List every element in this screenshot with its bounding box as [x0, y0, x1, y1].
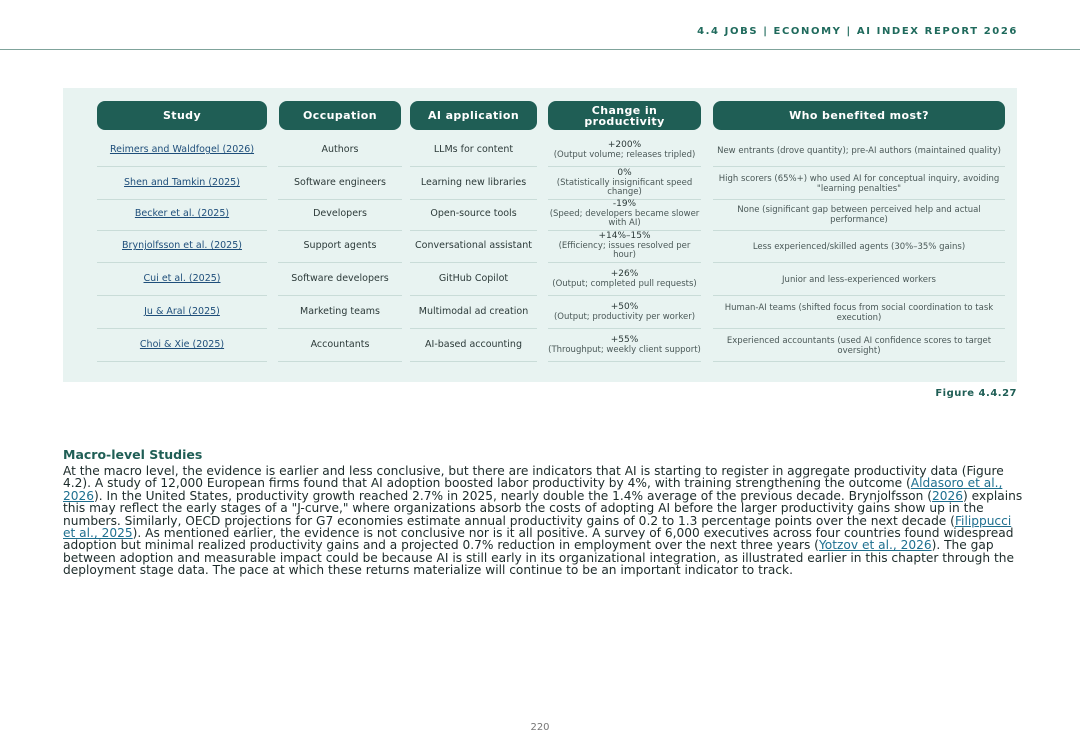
cell-occupation: Software developers: [278, 264, 402, 296]
cell-change: [548, 199, 701, 231]
change-value: 0%: [617, 168, 632, 179]
body-text-1: At the macro level, the evidence is earlier and less conclusive, but there are indicators that AI is starting to register in aggregate productivity data (Figure 4.2). A study of 12,000 European firms found that AI adoption boosted labor productivity by 4%, with training strengthening the outcome (: [63, 464, 1004, 491]
cell-study: [97, 231, 267, 263]
figure-label: Figure 4.4.27: [935, 388, 1017, 399]
cell-study: [97, 199, 267, 231]
study-citation-link[interactable]: Shen and Tamkin (2025): [124, 177, 240, 189]
change-note: (Speed; developers became slower with AI): [549, 208, 700, 229]
cell-who-benefited: Human-AI teams (shifted focus from social coordination to task execution): [713, 297, 1005, 329]
change-note: (Output; productivity per worker): [553, 311, 696, 322]
table-row: [97, 199, 1005, 232]
table-row: [97, 135, 1005, 168]
col-header-change: Change in productivity: [548, 101, 701, 130]
col-header-occupation: Occupation: [279, 101, 401, 130]
cell-occupation: Authors: [278, 135, 402, 167]
table-row: [97, 330, 1005, 363]
citation-link-brynjolfsson[interactable]: 2026: [931, 488, 964, 503]
body-text-5: ). The gap between adoption and measurable impact could be because AI is still early in its organizational integration, as illustrated earlier in this chapter through the deployment stage data. The pace at which these returns materialize will continue to be an important indicator to track.: [63, 538, 1014, 578]
section-title: Macro-level Studies: [63, 447, 203, 462]
cell-change: [548, 264, 701, 296]
col-header-ai-application: AI application: [410, 101, 537, 130]
cell-ai-application: Open-source tools: [410, 199, 537, 231]
citation-link-filippucci[interactable]: Filippucci et al., 2025: [63, 513, 1012, 541]
study-citation-link[interactable]: Brynjolfsson et al. (2025): [122, 240, 242, 252]
study-citation-link[interactable]: Becker et al. (2025): [134, 208, 230, 220]
col-header-study: Study: [97, 101, 267, 130]
cell-change: [548, 231, 701, 263]
cell-occupation: Developers: [278, 199, 402, 231]
cell-study: [97, 330, 267, 362]
change-value: +55%: [610, 335, 639, 345]
cell-ai-application: Conversational assistant: [410, 231, 537, 263]
body-text-2: ). In the United States, productivity growth reached 2.7% in 2025, nearly double the 1.4% average of the previous decade. Brynjolfsson (: [94, 488, 932, 503]
body-text-3: ) explains this may reflect the early stages of a "J-curve," where organizations absorb the costs of adopting AI before the larger productivity gains show up in the numbers. Similarly, OECD projections for G7 economies estimate annual productivity gains of 0.2 to 1.3 percentage points over the next decade (: [63, 488, 1023, 528]
change-note: (Efficiency; issues resolved per hour): [558, 240, 691, 261]
cell-change: [548, 135, 701, 167]
page-number: 220: [530, 722, 550, 733]
col-header-who-benefited: Who benefited most?: [713, 101, 1005, 130]
change-value: -19%: [612, 199, 637, 210]
citation-link-aldasoro[interactable]: Aldasoro et al., 2026: [63, 476, 1003, 503]
cell-occupation: Support agents: [278, 231, 402, 263]
cell-ai-application: AI-based accounting: [410, 330, 537, 362]
cell-who-benefited: Experienced accountants (used AI confidence scores to target oversight): [713, 330, 1005, 362]
body-text-4: ). As mentioned earlier, the evidence is not conclusive nor is it all positive. A survey of 6,000 executives across four countries found widespread adoption but minimal realized productivity gains and a projected 0.7% reduction in employment over the next three years (: [63, 526, 1014, 553]
citation-link-yotzov[interactable]: Yotzov et al., 2026: [818, 538, 932, 553]
cell-who-benefited: Junior and less-experienced workers: [713, 264, 1005, 296]
cell-who-benefited: None (significant gap between perceived help and actual performance): [713, 199, 1005, 231]
cell-occupation: Accountants: [278, 330, 402, 362]
table-row: [97, 264, 1005, 297]
cell-ai-application: Learning new libraries: [410, 168, 537, 200]
cell-who-benefited: Less experienced/skilled agents (30%–35% gains): [713, 231, 1005, 263]
study-citation-link[interactable]: Ju & Aral (2025): [144, 306, 220, 318]
change-value: +200%: [607, 140, 642, 150]
cell-ai-application: Multimodal ad creation: [410, 297, 537, 329]
cell-occupation: Marketing teams: [278, 297, 402, 329]
cell-who-benefited: High scorers (65%+) who used AI for conceptual inquiry, avoiding "learning penalties": [713, 168, 1005, 200]
cell-occupation: Software engineers: [278, 168, 402, 200]
cell-change: [548, 330, 701, 362]
header-divider: [0, 49, 1080, 50]
body-paragraph: [63, 465, 1023, 577]
cell-ai-application: LLMs for content: [410, 135, 537, 167]
change-note: (Output volume; releases tripled): [553, 149, 696, 160]
change-note: (Output; completed pull requests): [552, 278, 697, 289]
change-value: +50%: [610, 302, 639, 312]
change-value: +14%–15%: [598, 231, 651, 242]
cell-change: [548, 297, 701, 329]
table-row: [97, 297, 1005, 330]
cell-study: [97, 264, 267, 296]
cell-change: [548, 168, 701, 200]
cell-study: [97, 135, 267, 167]
cell-study: [97, 168, 267, 200]
change-value: +26%: [610, 269, 639, 279]
change-note: (Throughput; weekly client support): [548, 344, 701, 355]
running-header: 4.4 JOBS | ECONOMY | AI INDEX REPORT 2026: [697, 26, 1018, 37]
study-citation-link[interactable]: Reimers and Waldfogel (2026): [109, 144, 255, 156]
study-citation-link[interactable]: Choi & Xie (2025): [139, 339, 225, 351]
cell-ai-application: GitHub Copilot: [410, 264, 537, 296]
change-note: (Statistically insignificant speed change): [556, 177, 693, 198]
table-row: [97, 231, 1005, 264]
cell-study: [97, 297, 267, 329]
table-row: [97, 168, 1005, 201]
study-citation-link[interactable]: Cui et al. (2025): [143, 273, 221, 285]
cell-who-benefited: New entrants (drove quantity); pre-AI authors (maintained quality): [713, 135, 1005, 167]
